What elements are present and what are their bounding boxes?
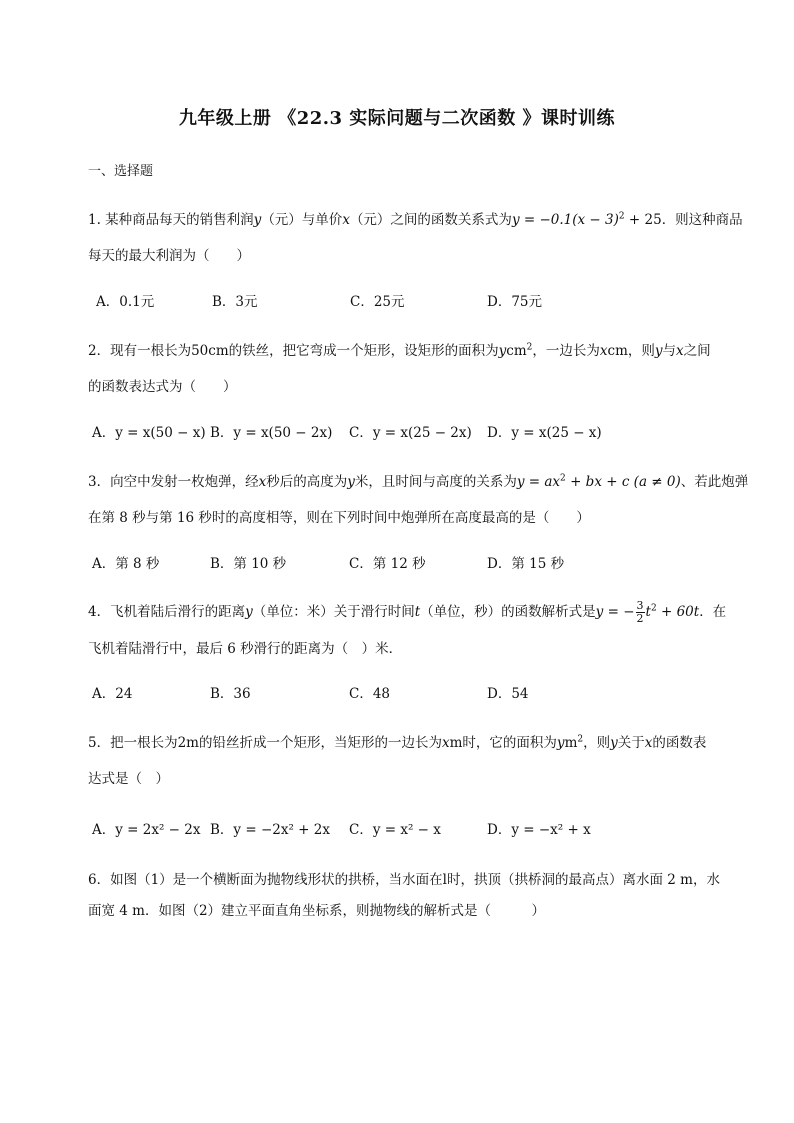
q2-option-d[interactable]: D．y = x(25 − x) [487, 425, 602, 441]
question-4-line-2: 飞机着陆滑行中，最后 6 秒滑行的距离为（ ）米． [88, 641, 403, 657]
q3-text-c: 米，且时间与高度的关系为 [354, 474, 517, 490]
q3-option-b[interactable]: B．第 10 秒 [210, 556, 287, 572]
q4-frac-den: 2 [636, 612, 644, 625]
question-3-line-2: 在第 8 秒与第 16 秒时的高度相等，则在下列时间中炮弹所在高度最高的是（ ） [88, 510, 590, 526]
q2-var-x2: x [676, 343, 684, 359]
q2-text-a: 2．现有一根长为50cm的铁丝，把它弯成一个矩形，设矩形的面积为 [88, 343, 499, 359]
q1-var-y: y [253, 212, 262, 228]
q1-option-b[interactable]: B．3元 [212, 294, 258, 310]
q1-formula-tail: + 25 [624, 212, 662, 228]
q5-option-b[interactable]: B．y = −2x² + 2x [210, 822, 330, 838]
q4-option-c[interactable]: C．48 [349, 686, 391, 702]
q5-text-a: 5．把一根长为2m的铅丝折成一个矩形，当矩形的一边长为 [88, 735, 442, 751]
q5-text-b: m时，它的面积为 [449, 735, 557, 751]
q2-var-x: x [599, 343, 608, 359]
q3-var-y: y [347, 474, 355, 490]
q4-fraction [636, 600, 645, 625]
q1-option-c[interactable]: C．25元 [350, 294, 405, 310]
question-4-line-1 [88, 600, 726, 625]
q4-frac-num: 3 [636, 599, 644, 612]
q5-text-c: m [564, 735, 578, 751]
q5-var-y: y [556, 735, 565, 751]
question-6-line-1: 6．如图（1）是一个横断面为抛物线形状的拱桥，当水面在l时，拱顶（拱桥洞的最高点）离水面 2 m，水 [88, 872, 720, 888]
q3-text-d: 、若此炮弹 [680, 474, 749, 490]
q3-option-a[interactable]: A．第 8 秒 [92, 556, 160, 572]
q1-formula: y = −0.1(x − 3) [511, 212, 619, 228]
q4-option-b[interactable]: B．36 [210, 686, 251, 702]
question-6-line-2: 面宽 4 m．如图（2）建立平面直角坐标系，则抛物线的解析式是（ ） [88, 903, 546, 919]
q5-var-y2: y [610, 735, 618, 751]
q3-text-b: 秒后的高度为 [266, 474, 348, 490]
q1-text-c: （元）之间的函数关系式为 [349, 212, 512, 228]
q5-text-d: ，则 [583, 735, 611, 751]
question-1-line-1 [88, 208, 743, 228]
question-2-line-2: 的函数表达式为（ ） [88, 379, 237, 395]
q4-text-a: 4．飞机着陆后滑行的距离 [88, 604, 246, 620]
q4-option-a[interactable]: A．24 [92, 686, 133, 702]
q4-formula-rest: + 60t [656, 604, 700, 620]
q1-text-d: ．则这种商品 [661, 212, 743, 228]
q2-var-y: y [498, 343, 507, 359]
q5-text-e: 关于 [617, 735, 645, 751]
q4-text-d: ．在 [699, 604, 727, 620]
q2-option-b[interactable]: B．y = x(50 − 2x) [210, 425, 333, 441]
q3-formula-tail: + bx + c (a ≠ 0) [565, 474, 681, 490]
question-2-line-1 [88, 339, 711, 359]
q1-text-b: （元）与单价 [261, 212, 343, 228]
q2-text-c: ，一边长为 [532, 343, 600, 359]
q2-var-y2: y [654, 343, 663, 359]
q1-option-d[interactable]: D．75元 [487, 294, 543, 310]
q4-text-b: （单位：米）关于滑行时间 [252, 604, 415, 620]
q3-formula-exp: 2 [560, 473, 566, 484]
q1-option-a[interactable]: A．0.1元 [96, 294, 155, 310]
q4-var-t: t [414, 604, 421, 620]
q2-exp: 2 [526, 342, 533, 353]
question-5-line-1 [88, 731, 706, 751]
q4-formula-lhs: y = − [595, 604, 635, 620]
q2-text-d: cm，则 [607, 343, 655, 359]
q4-var-y: y [245, 604, 253, 620]
q2-option-a[interactable]: A．y = x(50 − x) [92, 425, 206, 441]
q1-text-a: 1. 某种商品每天的销售利润 [88, 212, 254, 228]
question-5-line-2: 达式是（ ） [88, 771, 169, 787]
q4-option-d[interactable]: D．54 [487, 686, 529, 702]
q3-text-a: 3．向空中发射一枚炮弹，经 [88, 474, 259, 490]
q5-text-f: 的函数表 [652, 735, 707, 751]
q5-var-x2: x [644, 735, 653, 751]
question-1-line-2: 每天的最大利润为（ ） [88, 248, 250, 264]
q2-option-c[interactable]: C．y = x(25 − 2x) [349, 425, 472, 441]
q5-option-d[interactable]: D．y = −x² + x [487, 822, 591, 838]
q2-text-b: cm [506, 343, 527, 359]
q2-text-e: 与 [662, 343, 677, 359]
question-3-line-1 [88, 470, 748, 490]
q3-option-d[interactable]: D．第 15 秒 [487, 556, 565, 572]
q5-option-c[interactable]: C．y = x² − x [349, 822, 441, 838]
q1-var-x: x [342, 212, 350, 228]
q4-formula-t: t [645, 604, 651, 620]
q5-var-x: x [441, 735, 450, 751]
q5-option-a[interactable]: A．y = 2x² − 2x [92, 822, 201, 838]
q1-formula-exp: 2 [618, 211, 625, 222]
q3-var-x: x [258, 474, 267, 490]
q4-text-c: （单位，秒）的函数解析式是 [420, 604, 596, 620]
q3-option-c[interactable]: C．第 12 秒 [349, 556, 426, 572]
q4-formula-exp: 2 [650, 603, 657, 614]
section-title: 一、选择题 [88, 164, 154, 179]
q3-formula: y = ax [516, 474, 561, 490]
page-title: 九年级上册 《22.3 实际问题与二次函数 》课时训练 [178, 108, 616, 129]
q2-text-f: 之间 [683, 343, 711, 359]
q5-exp: 2 [577, 734, 584, 745]
